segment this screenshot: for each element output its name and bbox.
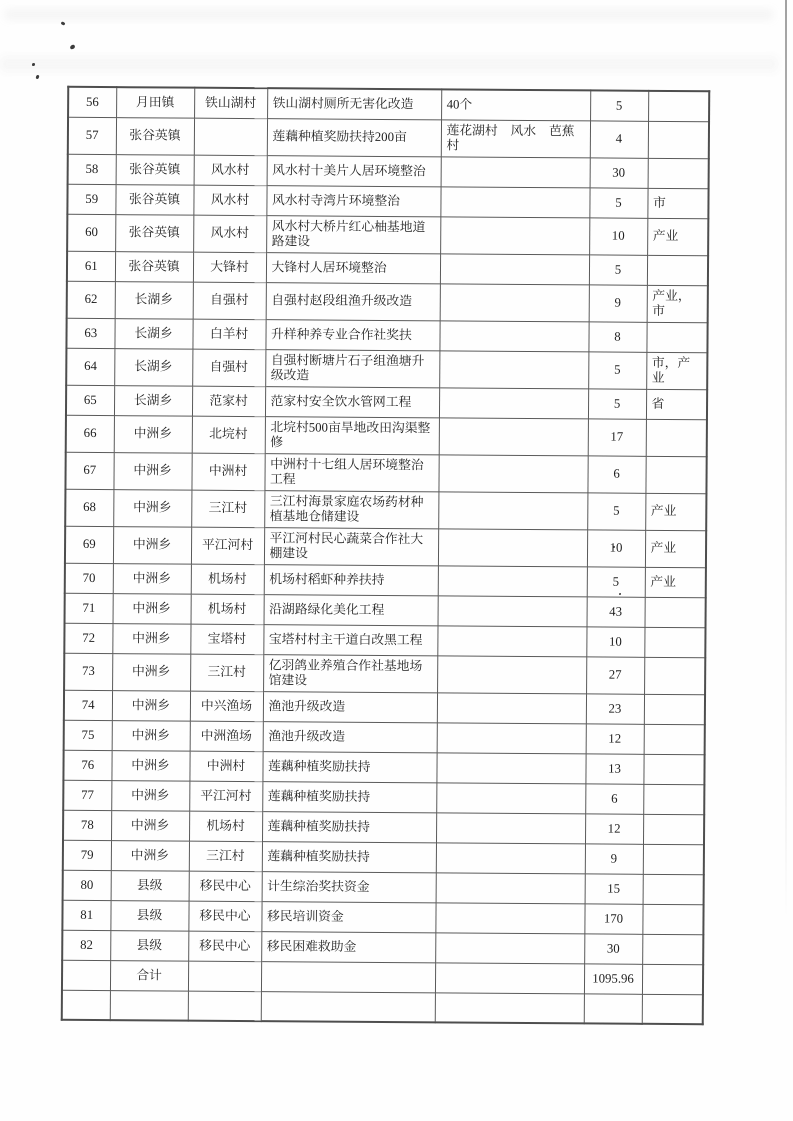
cell-project: 渔池升级改造 [263,721,437,752]
table-row [63,750,704,784]
cell-village: 范家村 [192,386,265,417]
cell-project: 自强村赵段组渔升级改造 [266,282,440,320]
cell-row-number: 74 [64,690,112,720]
cell-town: 中洲乡 [111,810,189,841]
cell-row-number: 82 [62,930,110,960]
cell-amount: 4 [590,120,648,157]
cell-row-number: 56 [68,87,116,117]
cell-amount: 43 [587,596,645,626]
table-row [66,385,707,419]
cell-project: 中洲村十七组人居环境整治工程 [264,453,438,491]
table-row [67,214,708,255]
cell-tag [643,754,704,784]
cell-project: 计生综治奖扶资金 [262,871,436,902]
cell-row-number: 62 [67,281,115,318]
cell-village: 平江河村 [189,781,262,812]
table-row [65,593,706,627]
cell-town: 县级 [110,900,188,931]
scan-ghosting-band [0,56,778,72]
cell-tag: 产业，市 [647,285,708,322]
cell-note [436,842,585,873]
cell-note [437,722,586,753]
cell-row-number [62,960,110,990]
cell-note [440,283,589,321]
cell-village: 自强村 [192,349,265,387]
cell-village: 风水村 [194,155,267,186]
cell-amount: 1095.96 [584,963,642,993]
cell-town: 中洲乡 [114,415,192,453]
cell-tag: 产业 [645,530,706,567]
table-row [67,281,708,322]
cell-tag [647,255,708,285]
cell-amount: 8 [588,321,646,351]
total-row [62,960,703,994]
cell-note [435,962,584,993]
cell-row-number: 68 [65,489,113,526]
cell-note [436,872,585,903]
cell-row-number: 60 [67,214,115,251]
cell-tag [644,694,705,724]
cell-town: 张谷英镇 [115,184,193,215]
funding-table-body [62,87,709,1024]
cell-note [437,692,586,723]
cell-row-number: 64 [66,348,114,385]
cell-village: 风水村 [193,215,266,253]
cell-village: 中兴渔场 [190,691,263,722]
cell-tag [646,322,707,352]
cell-note [439,320,588,351]
table-row [65,489,706,530]
cell-project: 平江河村民心蔬菜合作社大棚建设 [264,527,438,565]
cell-project: 铁山湖村厕所无害化改造 [267,88,441,119]
cell-note [440,186,589,217]
cell-amount: 170 [584,903,642,933]
cell-village: 铁山湖村 [194,88,267,119]
cell-amount: 12 [585,813,643,843]
cell-amount: 5 [588,388,646,418]
cell-note [440,253,589,284]
cell-row-number: 57 [68,117,116,154]
cell-note [436,752,585,783]
cell-row-number: 73 [64,653,112,690]
table-row [67,251,708,285]
cell-village: 机场村 [191,594,264,625]
table-row [63,810,704,844]
table-row [67,184,708,218]
cell-town: 中洲乡 [113,489,191,527]
cell-tag [648,121,709,158]
funding-table [61,86,711,1025]
empty-row [62,990,703,1024]
cell-note [439,387,588,418]
cell-project: 移民困难救助金 [261,931,435,962]
cell-tag: 产业 [647,218,708,255]
cell-town: 张谷英镇 [115,214,193,252]
cell-town [110,990,188,1021]
cell-note [439,350,588,388]
cell-village: 移民中心 [188,931,261,962]
cell-tag [643,784,704,814]
cell-project: 莲藕种植奖励扶持 [262,781,436,812]
cell-village: 中洲渔场 [190,721,263,752]
cell-row-number: 66 [66,415,114,452]
cell-village: 机场村 [191,564,264,595]
cell-tag [642,904,703,934]
table-row [66,415,707,456]
cell-project: 机场村稻虾种养扶持 [264,564,438,595]
cell-tag [643,844,704,874]
cell-note [438,528,587,566]
cell-project: 大锋村人居环境整治 [266,252,440,283]
cell-project: 升样种养专业合作社奖扶 [265,319,439,350]
cell-amount: 30 [590,157,648,187]
cell-town: 中洲乡 [111,750,189,781]
cell-project: 宝塔村村主干道白改黑工程 [263,624,437,655]
ink-speck [61,21,66,26]
cell-project: 莲藕种植奖励扶持200亩 [267,118,441,156]
cell-town: 中洲乡 [112,653,190,691]
cell-amount: 15 [585,873,643,903]
cell-row-number: 75 [64,720,112,750]
cell-tag: 产业 [645,567,706,597]
cell-amount: 6 [587,455,645,492]
cell-village: 三江村 [190,654,263,692]
cell-tag [642,934,703,964]
cell-amount: 5 [590,90,648,120]
cell-village: 中洲村 [189,751,262,782]
cell-row-number: 70 [65,563,113,593]
cell-project: 沿湖路绿化美化工程 [264,594,438,625]
cell-village: 三江村 [189,841,262,872]
cell-row-number: 69 [65,526,113,563]
cell-note: 莲花湖村 风水 芭蕉村 [441,119,590,157]
cell-project: 风水村大桥片红心柚基地道路建设 [266,215,440,253]
table-row [65,526,706,567]
cell-town: 张谷英镇 [116,154,194,185]
cell-amount: 10 [586,626,644,656]
cell-tag [644,657,705,694]
cell-tag [644,724,705,754]
cell-note [438,454,587,492]
cell-village: 机场村 [189,811,262,842]
page-edge-shadow [785,0,787,920]
cell-village: 宝塔村 [190,624,263,655]
table-row [68,117,709,158]
cell-amount: 5 [587,566,645,596]
cell-village: 自强村 [193,282,266,320]
cell-town: 中洲乡 [111,840,189,871]
table-row [64,690,705,724]
cell-project: 风水村十美片人居环境整治 [267,155,441,186]
cell-amount: 12 [586,723,644,753]
cell-row-number: 65 [66,385,114,415]
cell-project: 亿羽鸽业养殖合作社基地场馆建设 [263,654,437,692]
cell-project: 莲藕种植奖励扶持 [262,751,436,782]
cell-town: 长湖乡 [114,318,192,349]
cell-note [436,782,585,813]
cell-tag [645,597,706,627]
table-row [63,780,704,814]
scan-ghosting-band [4,9,774,20]
cell-note [435,992,584,1023]
cell-amount: 17 [588,418,646,455]
cell-amount: 9 [585,843,643,873]
cell-village: 中洲村 [191,453,264,491]
cell-amount: 30 [584,933,642,963]
table-row [66,348,707,389]
table-row [64,653,705,694]
cell-town: 合计 [110,960,188,991]
cell-tag: 市 [647,188,708,218]
funding-table-container [61,86,709,1025]
cell-note [435,932,584,963]
cell-town: 长湖乡 [115,281,193,319]
table-row [63,870,704,904]
cell-note [438,491,587,529]
cell-row-number: 81 [62,900,110,930]
cell-note [437,655,586,693]
cell-note [439,417,588,455]
cell-town: 张谷英镇 [116,117,194,155]
cell-amount: 23 [586,693,644,723]
cell-village: 移民中心 [188,901,261,932]
cell-project [261,961,435,992]
cell-town: 中洲乡 [113,526,191,564]
cell-amount: 5 [589,187,647,217]
cell-note [435,902,584,933]
cell-village [188,961,261,992]
cell-tag: 省 [646,389,707,419]
cell-project: 范家村安全饮水管网工程 [265,386,439,417]
cell-village: 风水村 [193,185,266,216]
cell-amount: 5 [587,492,645,529]
cell-amount: 10 [587,529,645,566]
cell-project: 移民培训资金 [261,901,435,932]
cell-row-number: 77 [63,780,111,810]
cell-row-number: 76 [63,750,111,780]
cell-amount: 9 [589,284,647,321]
cell-amount: 13 [585,753,643,783]
cell-amount [584,993,642,1023]
cell-town: 中洲乡 [112,623,190,654]
ink-speck [36,75,40,80]
cell-amount: 6 [585,783,643,813]
cell-village: 白羊村 [192,319,265,350]
cell-village [188,991,261,1022]
cell-tag [644,627,705,657]
cell-note: 40个 [441,89,590,120]
cell-tag [642,964,703,994]
cell-note [438,595,587,626]
cell-amount: 5 [588,351,646,388]
cell-tag [648,91,709,121]
cell-amount: 27 [586,656,644,693]
cell-project: 渔池升级改造 [263,691,437,722]
cell-row-number: 80 [63,870,111,900]
cell-town: 县级 [110,930,188,961]
cell-tag [646,419,707,456]
cell-town: 长湖乡 [114,348,192,386]
cell-village: 三江村 [191,490,264,528]
cell-row-number: 67 [65,452,113,489]
cell-tag [643,874,704,904]
cell-village: 平江河村 [191,527,264,565]
cell-note [436,812,585,843]
cell-town: 中洲乡 [112,720,190,751]
cell-row-number: 79 [63,840,111,870]
cell-town: 中洲乡 [113,563,191,594]
cell-village: 北垸村 [192,416,265,454]
table-row [62,900,703,934]
cell-tag: 市，产业 [646,352,707,389]
table-row [64,623,705,657]
table-row [68,87,709,121]
cell-tag [648,158,709,188]
cell-town: 中洲乡 [111,780,189,811]
cell-town: 月田镇 [116,87,194,118]
cell-village: 移民中心 [189,871,262,902]
cell-project: 莲藕种植奖励扶持 [262,841,436,872]
cell-town: 中洲乡 [113,452,191,490]
cell-town: 张谷英镇 [115,251,193,282]
cell-note [441,156,590,187]
cell-row-number: 78 [63,810,111,840]
cell-project: 莲藕种植奖励扶持 [262,811,436,842]
table-row [62,930,703,964]
table-row [68,154,709,188]
ink-speck [69,44,75,49]
cell-project [261,991,435,1022]
table-row [66,318,707,352]
cell-town: 县级 [111,870,189,901]
cell-row-number: 63 [66,318,114,348]
cell-village: 大锋村 [193,252,266,283]
table-row [63,840,704,874]
cell-project: 自强村断塘片石子组渔塘升级改造 [265,349,439,387]
cell-row-number: 61 [67,251,115,281]
cell-project: 风水村寺湾片环境整治 [266,185,440,216]
cell-town: 中洲乡 [112,690,190,721]
cell-row-number: 71 [65,593,113,623]
cell-town: 中洲乡 [113,593,191,624]
cell-row-number [62,990,110,1020]
cell-row-number: 58 [68,154,116,184]
cell-amount: 10 [589,217,647,254]
cell-note [437,625,586,656]
cell-village [194,118,267,156]
cell-project: 三江村海景家庭农场药材种植基地仓储建设 [264,490,438,528]
cell-project: 北垸村500亩旱地改田沟渠整修 [265,416,439,454]
cell-tag [645,456,706,493]
table-row [65,452,706,493]
table-row [64,720,705,754]
cell-row-number: 59 [67,184,115,214]
cell-tag: 产业 [645,493,706,530]
cell-note [440,216,589,254]
cell-amount: 5 [589,254,647,284]
cell-town: 长湖乡 [114,385,192,416]
table-row [65,563,706,597]
cell-tag [643,814,704,844]
cell-tag [642,994,703,1024]
cell-row-number: 72 [64,623,112,653]
cell-note [438,565,587,596]
